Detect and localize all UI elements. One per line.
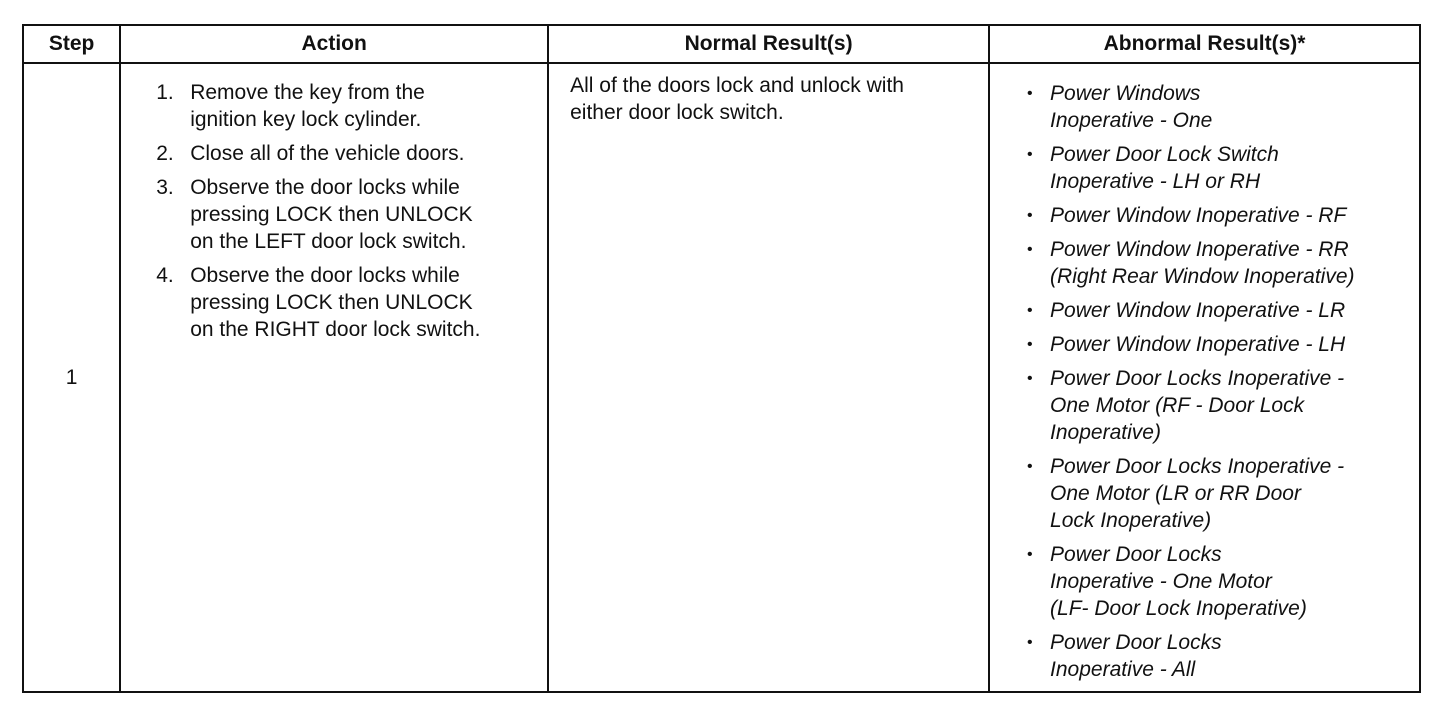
abnormal-result-item <box>1027 80 1414 134</box>
abnormal-result-line: Power Window Inoperative - RR <box>1050 238 1349 261</box>
action-step <box>156 140 540 167</box>
bullet-icon: • <box>1027 634 1033 651</box>
abnormal-result-line: Inoperative - All <box>1050 658 1196 681</box>
abnormal-result-line: One Motor (LR or RR Door <box>1050 482 1301 505</box>
action-step-text <box>190 79 540 133</box>
abnormal-result-text <box>1050 331 1414 358</box>
action-step <box>156 262 540 343</box>
action-step-number: 2. <box>156 142 174 165</box>
abnormal-result-item <box>1027 365 1414 446</box>
abnormal-result-line: Power Door Lock Switch <box>1050 143 1279 166</box>
abnormal-result-item <box>1027 236 1414 290</box>
normal-result-text <box>550 65 987 126</box>
action-step-number: 3. <box>156 176 174 199</box>
action-step-line: on the RIGHT door lock switch. <box>190 318 481 341</box>
bullet-icon: • <box>1027 370 1033 387</box>
abnormal-result-item <box>1027 331 1414 358</box>
abnormal-result-item <box>1027 141 1414 195</box>
action-step-line: pressing LOCK then UNLOCK <box>190 291 473 314</box>
abnormal-result-line: (LF- Door Lock Inoperative) <box>1050 597 1307 620</box>
abnormal-result-item <box>1027 453 1414 534</box>
normal-result-line: either door lock switch. <box>570 101 784 124</box>
bullet-icon: • <box>1027 546 1033 563</box>
header-action: Action <box>120 25 548 63</box>
abnormal-result-cell <box>989 63 1420 692</box>
bullet-icon: • <box>1027 85 1033 102</box>
header-abnormal-results: Abnormal Result(s)* <box>989 25 1420 63</box>
action-step-text <box>190 262 540 343</box>
abnormal-result-item <box>1027 297 1414 324</box>
abnormal-result-line: Power Door Locks Inoperative - <box>1050 455 1345 478</box>
action-step-line: on the LEFT door lock switch. <box>190 230 467 253</box>
abnormal-result-line: Inoperative) <box>1050 421 1161 444</box>
action-step <box>156 174 540 255</box>
abnormal-result-text <box>1050 365 1414 446</box>
bullet-icon: • <box>1027 146 1033 163</box>
abnormal-result-line: Inoperative - One Motor <box>1050 570 1272 593</box>
bullet-icon: • <box>1027 458 1033 475</box>
abnormal-result-line: (Right Rear Window Inoperative) <box>1050 265 1355 288</box>
abnormal-result-text <box>1050 141 1414 195</box>
abnormal-result-line: Power Window Inoperative - RF <box>1050 204 1347 227</box>
action-step-line: Close all of the vehicle doors. <box>190 142 465 165</box>
abnormal-result-text <box>1050 453 1414 534</box>
abnormal-result-line: Inoperative - LH or RH <box>1050 170 1261 193</box>
abnormal-result-text <box>1050 236 1414 290</box>
normal-result-line: All of the doors lock and unlock with <box>570 74 904 97</box>
action-step-line: pressing LOCK then UNLOCK <box>190 203 473 226</box>
abnormal-result-line: Power Windows <box>1050 82 1201 105</box>
abnormal-result-text <box>1050 202 1414 229</box>
bullet-icon: • <box>1027 302 1033 319</box>
abnormal-result-line: Power Window Inoperative - LR <box>1050 299 1346 322</box>
abnormal-result-line: Power Door Locks <box>1050 631 1222 654</box>
abnormal-result-item <box>1027 541 1414 622</box>
action-step-number: 4. <box>156 264 174 287</box>
table-row <box>23 63 1420 692</box>
abnormal-result-line: Lock Inoperative) <box>1050 509 1212 532</box>
normal-result-cell <box>548 63 989 692</box>
abnormal-result-line: Inoperative - One <box>1050 109 1213 132</box>
abnormal-result-item <box>1027 202 1414 229</box>
action-step-line: ignition key lock cylinder. <box>190 108 422 131</box>
action-step-text <box>190 174 540 255</box>
step-number: 1 <box>23 63 120 692</box>
header-row <box>23 25 1420 63</box>
action-list <box>122 65 546 343</box>
header-step: Step <box>23 25 120 63</box>
abnormal-result-list <box>991 65 1418 683</box>
action-step-line: Observe the door locks while <box>190 176 460 199</box>
abnormal-result-line: Power Door Locks <box>1050 543 1222 566</box>
abnormal-result-text <box>1050 80 1414 134</box>
abnormal-result-text <box>1050 297 1414 324</box>
bullet-icon: • <box>1027 207 1033 224</box>
bullet-icon: • <box>1027 241 1033 258</box>
header-normal-results: Normal Result(s) <box>548 25 989 63</box>
action-step-number: 1. <box>156 81 174 104</box>
action-step-line: Remove the key from the <box>190 81 425 104</box>
abnormal-result-line: One Motor (RF - Door Lock <box>1050 394 1305 417</box>
abnormal-result-text <box>1050 629 1414 683</box>
action-cell <box>120 63 548 692</box>
abnormal-result-text <box>1050 541 1414 622</box>
abnormal-result-line: Power Window Inoperative - LH <box>1050 333 1346 356</box>
action-step <box>156 79 540 133</box>
action-step-text <box>190 140 540 167</box>
action-step-line: Observe the door locks while <box>190 264 460 287</box>
diagnostic-table <box>22 24 1421 693</box>
abnormal-result-line: Power Door Locks Inoperative - <box>1050 367 1345 390</box>
abnormal-result-item <box>1027 629 1414 683</box>
bullet-icon: • <box>1027 336 1033 353</box>
